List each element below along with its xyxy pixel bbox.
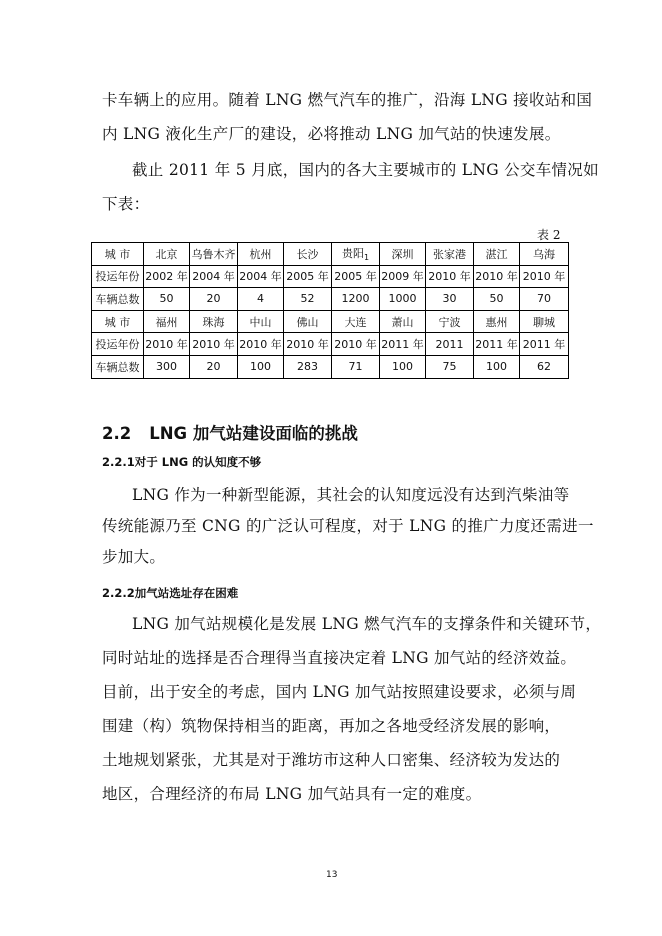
paragraph-line: 土地规划紧张，尤其是对于潍坊市这种人口密集、经济较为发达的 [102,751,561,769]
page-number: 13 [326,870,338,880]
table-header-cell: 聊城 [520,310,569,333]
table-header-cell: 佛山 [284,310,332,333]
table-header-cell: 宁波 [426,310,474,333]
table-header-cell: 北京 [144,243,190,266]
table-cell: 2011 年 [380,333,426,356]
table-cell: 50 [474,288,520,311]
row-label: 车辆总数 [92,355,144,378]
table-cell: 30 [426,288,474,311]
row-label: 车辆总数 [92,288,144,311]
table-cell: 20 [190,288,238,311]
table-caption: 表 2 [537,228,561,242]
table-cell: 1200 [332,288,380,311]
table-header-cell: 杭州 [238,243,284,266]
footnote-mark: 1 [363,253,370,263]
table-header-cell: 福州 [144,310,190,333]
table-header-cell: 大连 [332,310,380,333]
section-number: 2.2 [102,424,132,443]
paragraph-line: 围建（构）筑物保持相当的距离，再加之各地受经济发展的影响， [102,717,561,735]
table-cell: 2010 年 [190,333,238,356]
table-header-cell: 城 市 [92,310,144,333]
table-row [92,265,569,288]
subsection-heading [102,454,261,470]
paragraph-line: 目前，出于安全的考虑，国内 LNG 加气站按照建设要求，必须与周 [102,683,577,701]
paragraph-line: 卡车辆上的应用。随着 LNG 燃气汽车的推广，沿海 LNG 接收站和国 [102,91,593,109]
table-cell: 2004 年 [190,265,238,288]
section-heading [102,420,358,444]
table-cell: 300 [144,355,190,378]
subsection-number: 2.2.2 [102,586,135,600]
paragraph-line: LNG 作为一种新型能源，其社会的认知度远没有达到汽柴油等 [132,486,570,504]
table-cell: 2011 年 [474,333,520,356]
table-header-cell: 惠州 [474,310,520,333]
table-header-cell: 长沙 [284,243,332,266]
subsection-title: 对于 LNG 的认知度不够 [134,455,262,469]
table-cell: 2010 年 [284,333,332,356]
paragraph-line: 同时站址的选择是否合理得当直接决定着 LNG 加气站的经济效益。 [102,649,577,667]
table-cell: 2005 年 [284,265,332,288]
table-cell: 75 [426,355,474,378]
table-header-cell: 湛江 [474,243,520,266]
table-cell: 2005 年 [332,265,380,288]
table-cell: 2011 年 [520,333,569,356]
table-cell: 2010 年 [426,265,474,288]
table-cell: 2002 年 [144,265,190,288]
table-cell: 100 [380,355,426,378]
table-header-cell: 城 市 [92,243,144,266]
table-cell: 50 [144,288,190,311]
table-cell: 2010 年 [474,265,520,288]
table-row [92,333,569,356]
table-header-cell: 乌海 [520,243,569,266]
table-header-cell: 张家港 [426,243,474,266]
table-header-cell: 乌鲁木齐 [190,243,238,266]
table-cell: 2010 年 [520,265,569,288]
table-cell: 71 [332,355,380,378]
table-cell: 52 [284,288,332,311]
table-header-cell [332,243,380,266]
table-cell: 2010 年 [144,333,190,356]
paragraph-line: 截止 2011 年 5 月底，国内的各大主要城市的 LNG 公交车情况如 [132,161,599,179]
table-row [92,310,569,333]
subsection-title: 加气站选址存在困难 [134,586,239,600]
paragraph-line: 地区，合理经济的布局 LNG 加气站具有一定的难度。 [102,785,482,803]
subsection-heading [102,585,238,601]
paragraph-line: 传统能源乃至 CNG 的广泛认可程度，对于 LNG 的推广力度还需进一 [102,517,594,535]
section-title: LNG 加气站建设面临的挑战 [149,424,358,443]
paragraph-line: LNG 加气站规模化是发展 LNG 燃气汽车的支撑条件和关键环节， [132,615,602,633]
paragraph-line: 下表： [102,195,150,213]
subsection-number: 2.2.1 [102,455,135,469]
table-row [92,288,569,311]
table-cell: 2010 年 [238,333,284,356]
table-header-cell: 珠海 [190,310,238,333]
paragraph-line: 步加大。 [102,548,166,566]
city-lng-bus-table [91,242,569,379]
table-cell: 2011 [426,333,474,356]
table-cell: 100 [474,355,520,378]
table-header-cell: 中山 [238,310,284,333]
table-cell: 100 [238,355,284,378]
table-cell: 2004 年 [238,265,284,288]
table-header-text: 贵阳 [341,247,364,261]
paragraph-line: 内 LNG 液化生产厂的建设，必将推动 LNG 加气站的快速发展。 [102,125,561,143]
table-cell: 2010 年 [332,333,380,356]
table-cell: 20 [190,355,238,378]
table-cell: 283 [284,355,332,378]
table-header-cell: 深圳 [380,243,426,266]
table-row [92,243,569,266]
table-cell: 70 [520,288,569,311]
table-cell: 62 [520,355,569,378]
table-header-cell: 萧山 [380,310,426,333]
row-label: 投运年份 [92,265,144,288]
table-cell: 4 [238,288,284,311]
table-cell: 2009 年 [380,265,426,288]
table-cell: 1000 [380,288,426,311]
row-label: 投运年份 [92,333,144,356]
table-row [92,355,569,378]
